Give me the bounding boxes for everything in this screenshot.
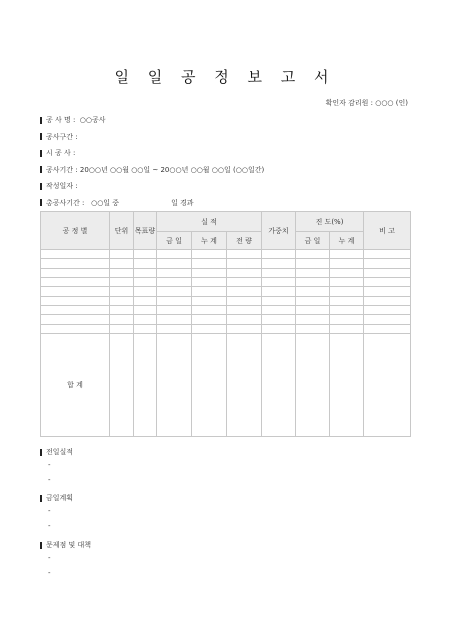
bullet-mark [40, 542, 42, 549]
bullet-mark [40, 183, 42, 190]
header-total: 전 량 [227, 232, 262, 250]
process-table [40, 211, 411, 437]
info-value: ○○일 중 [91, 198, 120, 207]
info-row-contractor [40, 145, 264, 162]
bullet-mark [40, 449, 42, 456]
section-today-plan [40, 492, 73, 534]
bullet-mark [40, 199, 42, 206]
bullet-mark [40, 150, 42, 157]
table-row [41, 259, 411, 268]
section-item: - [48, 507, 51, 515]
info-label: 공사기간 : [46, 165, 78, 174]
info-row-total-period [40, 195, 264, 212]
section-title: 금일계획 [46, 494, 74, 502]
bullet-mark [40, 495, 42, 502]
info-row-project-name [40, 112, 264, 129]
section-item: - [48, 569, 51, 577]
table-row [41, 268, 411, 277]
info-row-section [40, 129, 264, 146]
table-row [41, 296, 411, 305]
table-row [41, 278, 411, 287]
header-progress: 진 도(%) [296, 212, 364, 232]
section-item: - [48, 476, 51, 484]
table-total-row [41, 334, 411, 437]
info-label: 공 사 명 : [46, 116, 76, 125]
bullet-mark [40, 117, 42, 124]
header-weight: 가중치 [262, 212, 296, 250]
project-info [40, 112, 264, 211]
section-title: 문제점 및 대책 [46, 541, 92, 549]
header-cumulative: 누 계 [192, 232, 227, 250]
section-item: - [48, 461, 51, 469]
document-title: 일 일 공 정 보 고 서 [114, 68, 336, 86]
confirmer-line: 확인자 감리원 : ○○○ (인) [325, 99, 408, 107]
header-performance: 실 적 [157, 212, 262, 232]
table-row [41, 306, 411, 315]
table-row [41, 315, 411, 324]
section-previous-day [40, 446, 73, 488]
table-row [41, 287, 411, 296]
info-label: 시 공 사 : [46, 149, 76, 158]
header-unit: 단위 [110, 212, 134, 250]
total-label: 합 계 [41, 334, 110, 437]
info-value-elapsed: 일 경과 [171, 198, 194, 207]
header-progress-cumulative: 누 계 [330, 232, 364, 250]
header-process: 공 정 별 [41, 212, 110, 250]
header-target: 목표량 [134, 212, 157, 250]
header-remarks: 비 고 [364, 212, 411, 250]
table-row [41, 250, 411, 259]
info-row-date [40, 178, 264, 195]
info-row-period [40, 162, 264, 179]
section-item: - [48, 522, 51, 530]
info-label: 공사구간 : [46, 132, 78, 141]
section-title: 전일실적 [46, 448, 74, 456]
section-item: - [48, 554, 51, 562]
info-value: ○○공사 [79, 116, 106, 125]
header-today: 금 일 [157, 232, 192, 250]
table-row [41, 324, 411, 333]
info-label: 작성일자 : [46, 182, 78, 191]
info-value: 20○○년 ○○월 ○○일 ~ 20○○년 ○○월 ○○일 (○○일간) [79, 165, 265, 174]
info-label: 총공사기간 : [46, 198, 85, 207]
bullet-mark [40, 166, 42, 173]
section-issues [40, 539, 91, 581]
bullet-mark [40, 133, 42, 140]
header-progress-today: 금 일 [296, 232, 330, 250]
